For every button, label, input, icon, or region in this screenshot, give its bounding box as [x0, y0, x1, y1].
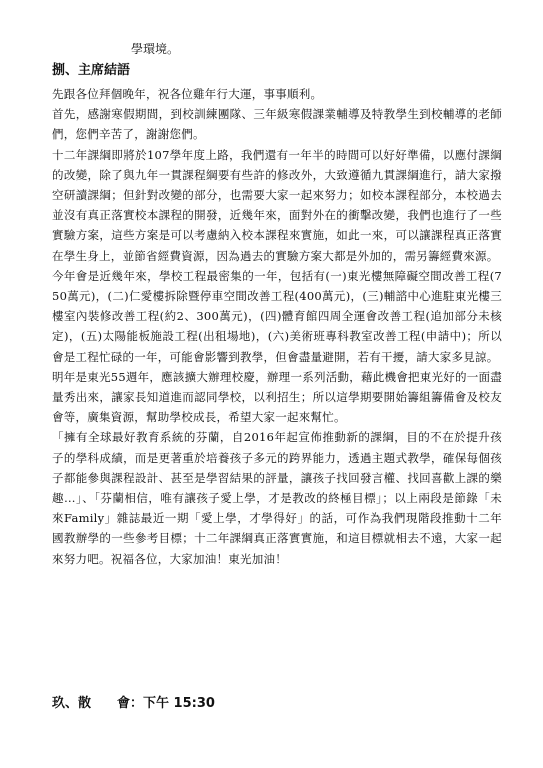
paragraph-finland-quote: 「擁有全球最好教育系統的芬蘭，自2016年起宣佈推動新的課綱，目的不在於提升孩子的學科成績，而是更著重於培養孩子多元的跨界能力，透過主題式教學，確保每個孩子都能參與課程設計、甚至是學習結果的評量，讓孩子找回發言權、找回喜歡上課的樂趣…」、「芬蘭相信，唯有讓孩子愛上學，才是教改的終極目標」；以上兩段是節錄「未來Family」雜誌最近一期「愛上學，才學得好」的話，可作為我們現階段推動十二年國教辦學的一些參考目標；十二年課綱真正落實實施，和這目標就相去不遠，大家一起來努力吧。祝福各位，大家加油！東光加油！ — [52, 430, 502, 566]
section-heading-chair-conclusion: 捌、主席結語 — [52, 63, 131, 78]
paragraph-thanks: 首先，感謝寒假期間，到校訓練團隊、三年級寒假課業輔導及特教學生到校輔導的老師們，您們辛苦了，謝謝您們。 — [52, 107, 502, 142]
carry-over-line: 學環境。 — [131, 42, 180, 56]
paragraph-greeting: 先跟各位拜個晚年，祝各位雞年行大運，事事順利。 — [52, 87, 323, 101]
conclusion-body — [52, 84, 502, 569]
paragraph-construction: 今年會是近幾年來，學校工程最密集的一年，包括有(一)東光樓無障礙空間改善工程(750萬元)，(二)仁愛樓拆除暨停車空間改善工程(400萬元)，(三)輔諮中心進駐東光樓三樓室內裝修改善工程(約2、300萬元)，(四)體育館四周全運會改善工程(追加部分未核定)，(五)太陽能板施設工程(出租場地)，(六)美術班專科教室改善工程(申請中)；所以會是工程忙碌的一年，可能會影響到教學，但會盡量避開，若有干擾，請大家多見諒。 — [52, 268, 502, 364]
paragraph-curriculum: 十二年課綱即將於107學年度上路，我們還有一年半的時間可以好好準備，以應付課綱的改變，除了與九年一貫課程綱要有些許的修改外，大致遵循九貫課綱進行，請大家撥空研讀課綱；但針對改變的部分，也需要大家一起來努力；如校本課程部分，本校過去並沒有真正落實校本課程的開發，近幾年來，面對外在的衝擊改變，我們也進行了一些實驗方案，這些方案是可以考慮納入校本課程來實施，如此一來，可以讓課程真正落實在學生身上，並節省經費資源，因為過去的實驗方案大都是外加的，需另籌經費來源。 — [52, 147, 502, 263]
paragraph-anniversary: 明年是東光55週年，應該擴大辦理校慶，辦理一系列活動，藉此機會把東光好的一面盡量秀出來，讓家長知道進而認同學校，以利招生；所以這學期要開始籌組籌備會及校友會等，廣集資源，幫助學校成長，希望大家一起來幫忙。 — [52, 369, 502, 425]
section-heading-adjournment: 玖、散 會：下午 15:30 — [52, 696, 215, 711]
